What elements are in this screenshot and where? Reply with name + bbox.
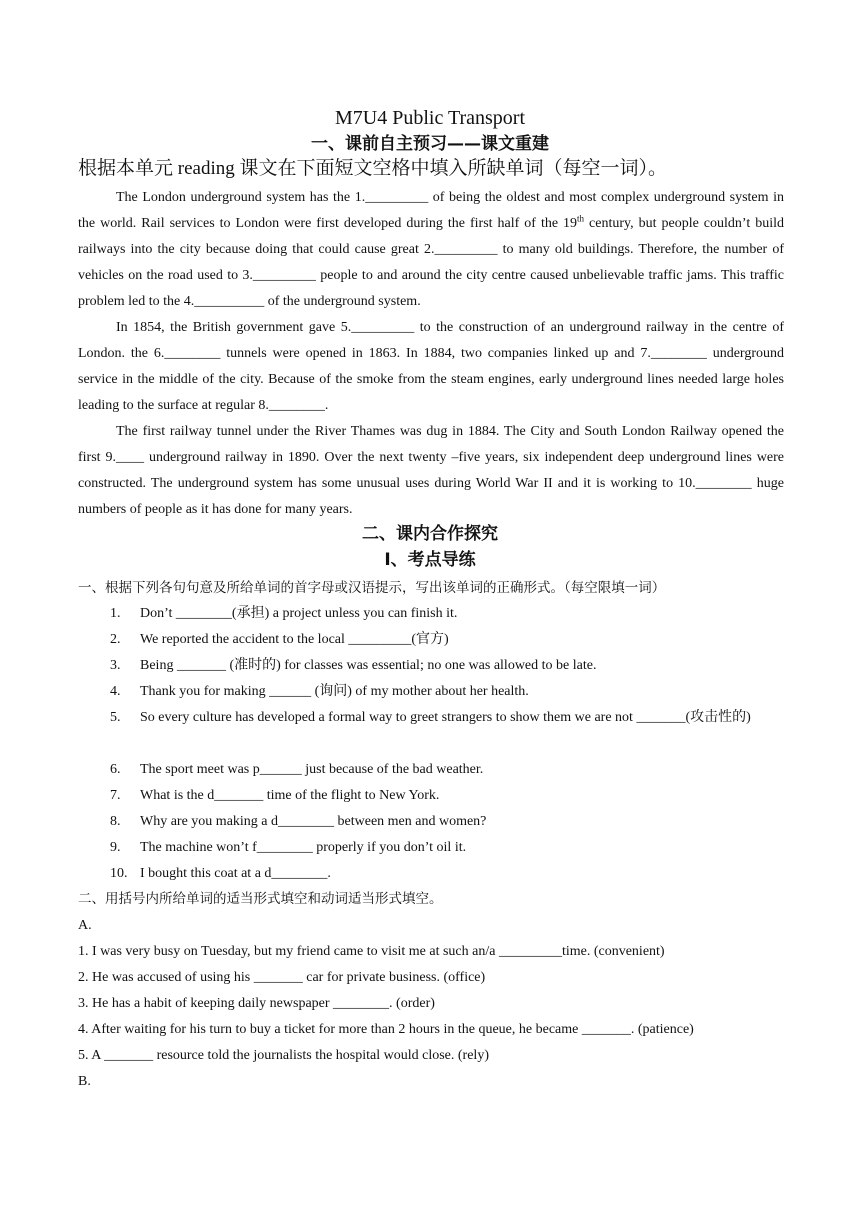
part-b-heading: 二、用括号内所给单词的适当形式填空和动词适当形式填空。 [78, 891, 443, 907]
item-number: 4. [110, 684, 121, 699]
item-text: The sport meet was p______ just because of the bad weather. [140, 762, 484, 777]
item-text: I bought this coat at a d________. [140, 866, 331, 881]
page-title: M7U4 Public Transport [334, 107, 526, 129]
section2-heading: 二、课内合作探究 [362, 524, 498, 544]
passage-paragraph-2: In 1854, the British government gave 5._________ to the construction of an underground railway in the centre of London. the 6.________ tunnels were opened in 1863. In 1884, two companies linked up and 7.________ underground service in the middle of the city. Because of the smoke from the steam engines, early underground lines needed large holes leading to the surface at regular 8.________. [78, 320, 784, 413]
item-text: Being _______ (准时的) for classes was essential; no one was allowed to be late. [140, 658, 597, 673]
item-number: 5. [110, 710, 121, 725]
superscript-th: th [577, 213, 585, 224]
item-text: Thank you for making ______ (询问) of my mother about her health. [140, 684, 529, 699]
passage-paragraph-3: The first railway tunnel under the River Thames was dug in 1884. The City and South London Railway opened the first 9.____ underground railway in 1890. Over the next twenty –five years, six independent deep underground lines were constructed. The underground system has some unusual uses during World War II and it is working to 10.________ huge numbers of people as it has done for many years. [78, 424, 784, 517]
passage-paragraph-1-part-b: century, but people couldn’t build railways into the city because doing that could cause great 2._________ to many old buildings. Therefore, the number of vehicles on the road used to 3._________ people to and around the city centre caused unbelievable traffic jams. This traffic problem led to the 4.__________ of the underground system. [78, 216, 784, 309]
item-text: Why are you making a d________ between men and women? [140, 814, 487, 829]
group-b-label: B. [78, 1074, 91, 1089]
passage-paragraph-1-part-a: The London underground system has the 1._________ of being the oldest and most complex underground system in the world. Rail services to London were first developed during the first half of the 19 [78, 190, 784, 231]
list-item: 3. He has a habit of keeping daily newspaper ________. (order) [78, 996, 435, 1011]
section1-instruction: 根据本单元 reading 课文在下面短文空格中填入所缺单词（每空一词）。 [78, 158, 667, 179]
item-text: So every culture has developed a formal way to greet strangers to show them we are not _______(攻击性的) [140, 710, 751, 725]
list-item: 2. He was accused of using his _______ car for private business. (office) [78, 970, 486, 985]
part-a-heading: 一、根据下列各句句意及所给单词的首字母或汉语提示，写出该单词的正确形式。（每空限填一词） [78, 580, 666, 596]
section1-heading: 一、课前自主预习——课文重建 [311, 134, 549, 154]
item-number: 2. [110, 632, 121, 647]
item-text: Don’t ________(承担) a project unless you can finish it. [140, 606, 458, 621]
list-item: 5. A _______ resource told the journalists the hospital would close. (rely) [78, 1048, 489, 1063]
item-text: The machine won’t f________ properly if you don’t oil it. [140, 840, 467, 855]
passage-paragraph-1 [78, 185, 784, 315]
item-number: 10. [110, 866, 128, 881]
list-item: 1. I was very busy on Tuesday, but my friend came to visit me at such an/a _________time. (convenient) [78, 944, 665, 959]
item-text: What is the d_______ time of the flight to New York. [140, 788, 440, 803]
item-text: We reported the accident to the local _________(官方) [140, 632, 449, 647]
item-number: 7. [110, 788, 121, 803]
item-number: 3. [110, 658, 121, 673]
item-number: 6. [110, 762, 121, 777]
item-number: 8. [110, 814, 121, 829]
list-item: 4. After waiting for his turn to buy a ticket for more than 2 hours in the queue, he became _______. (patience) [78, 1022, 694, 1037]
item-number: 9. [110, 840, 121, 855]
group-a-label: A. [78, 918, 92, 933]
section2-subheading: I、考点导练 [384, 550, 476, 570]
item-number: 1. [110, 606, 121, 621]
